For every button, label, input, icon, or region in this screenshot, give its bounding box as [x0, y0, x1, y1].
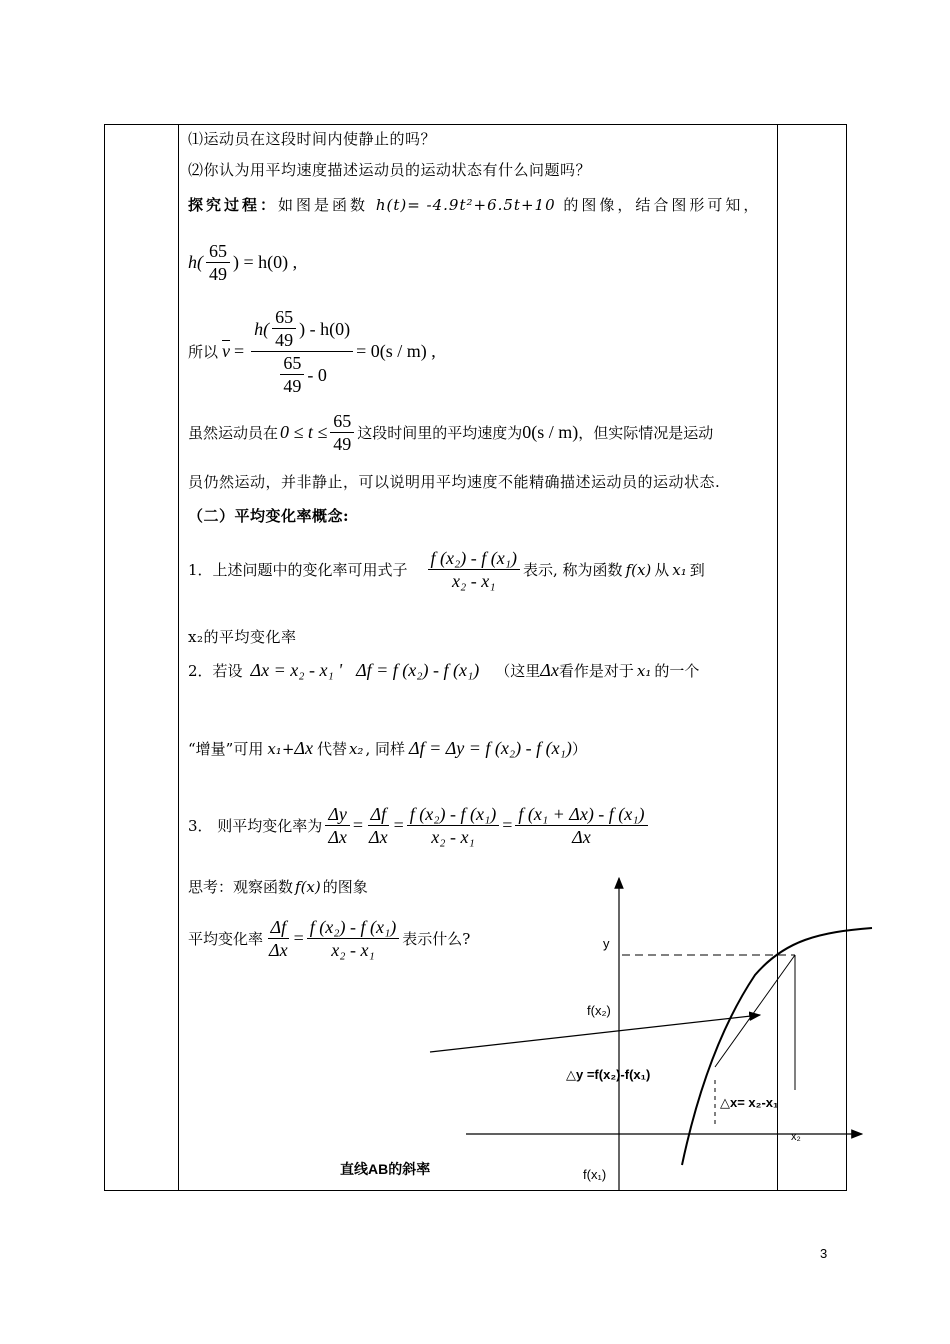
item2-dx3: Δx	[294, 738, 313, 758]
arrow-line	[430, 1015, 760, 1052]
think-fx: f(x)	[295, 877, 321, 896]
figure-caption: 直线AB的斜率	[340, 1161, 431, 1177]
item2-text-b: （这里	[495, 662, 541, 680]
eq2-prefix: 所以	[188, 345, 219, 361]
eq2-den-frac-num: 65	[280, 352, 304, 375]
item2-text-d: 的一个	[654, 662, 700, 680]
think-f2-num: f (x₂) - f (x₁)	[307, 916, 399, 939]
item2-df: Δf = f (x₂) - f (x₁)	[356, 660, 480, 680]
think-line2-b: 表示什么?	[402, 930, 471, 948]
item3-f1-num: Δy	[325, 803, 350, 826]
item1-text-a: 1．上述问题中的变化率可用式子	[188, 561, 408, 579]
think-text-a: 思考：观察函数	[188, 878, 294, 896]
figure-x2-label: x₂	[791, 1131, 801, 1143]
item1-fx: f(x)	[625, 560, 652, 579]
item2-line2-b: 代替	[316, 740, 347, 758]
item1-text-c: 从	[654, 561, 670, 579]
explore-text-pre: 如图是函数	[278, 196, 369, 214]
figure-dx-label: △x= x₂-x₁	[720, 1095, 779, 1110]
eq2-eq: =	[234, 341, 245, 361]
think-f2-den: x₂ - x₁	[331, 940, 375, 960]
page-number: 3	[820, 1246, 828, 1261]
eq2-rhs: = 0(s / m) ,	[356, 341, 436, 361]
item2-dx2: Δx	[540, 660, 559, 680]
item2-text-c: 看作是对于	[558, 662, 634, 680]
figure-y-label: y	[603, 936, 610, 951]
eq2-den-rest: - 0	[307, 364, 327, 385]
item2-line2-c: , 同样	[365, 740, 405, 758]
item3-f2-num: Δf	[368, 803, 390, 826]
think-text-b: 的图象	[322, 878, 368, 896]
figure-fx1-label: f(x₁)	[583, 1167, 607, 1182]
para-frac-den: 49	[333, 434, 352, 454]
explore-text-post: 的图像，结合图形可知，	[563, 196, 762, 214]
explore-function: h(t)= -4.9t²+6.5t+10	[375, 196, 556, 214]
think-f1-den: Δx	[269, 940, 288, 960]
eq1-rhs: ) = h(0) ,	[233, 252, 298, 272]
para-inequality: 0 ≤ t ≤	[280, 422, 328, 442]
item1-x1: x₁	[672, 560, 687, 579]
item3-text-a: 3． 则平均变化率为	[188, 817, 323, 835]
item-3-line: 3． 则平均变化率为 $\frac{\Delta y}{\Delta x}$ = $\frac{\Delta f}{\Delta x}$ = $\frac{\text{f (x₂) - f (x₁)}}{\text{x₂ - x₁}}$ = $\frac{\text{f (x₁ + Δx) - f (x₁)}}{\Delta x}$	[188, 803, 651, 848]
think-line-2: 平均变化率 $\frac{\Delta f}{\Delta x}$ = $\frac{\text{f (x₂) - f (x₁)}}{\text{x₂ - x₁}}$ 表示什么?	[188, 917, 471, 960]
item3-f4-den: Δx	[572, 827, 591, 847]
item1-den: x₂ - x₁	[452, 571, 496, 591]
explore-label: 探究过程：	[188, 196, 279, 214]
item3-f1-den: Δx	[328, 827, 347, 847]
item3-f3-den: x₂ - x₁	[431, 827, 475, 847]
eq2-num-h: h(	[254, 318, 270, 339]
secant-segment	[715, 955, 795, 1067]
item3-f2-den: Δx	[369, 827, 388, 847]
think-f1-num: Δf	[268, 916, 290, 939]
item2-dx: Δx = x₂ - x₁ '	[250, 660, 343, 680]
para-frac-num: 65	[330, 410, 354, 433]
item2-x1plus: x₁+	[267, 739, 295, 758]
section-title-average-rate: （二）平均变化率概念:	[188, 507, 350, 525]
think-line2-a: 平均变化率	[188, 930, 264, 948]
para-text-b: 这段时间里的平均速度为	[357, 424, 523, 442]
item3-f4-num: f (x₁ + Δx) - f (x₁)	[515, 803, 647, 826]
function-curve	[682, 928, 872, 1165]
para-text-a: 虽然运动员在	[188, 424, 279, 442]
eq1-h: h(	[188, 252, 203, 272]
item2-close: ）	[571, 740, 587, 758]
eq2-num-frac-den: 49	[275, 330, 294, 350]
item2-df2: Δf = Δy = f (x₂) - f (x₁)	[409, 738, 572, 758]
item1-num: f (x₂) - f (x₁)	[428, 547, 520, 570]
paragraph-line-2: 员仍然运动，并非静止，可以说明用平均速度不能精确描述运动员的运动状态.	[188, 473, 721, 491]
item2-x1: x₁	[636, 661, 652, 680]
item2-line2-a: “增量”可用	[188, 740, 264, 758]
eq2-v: $\overline{v}$	[222, 341, 231, 361]
para-speed: 0(s / m)	[522, 422, 579, 442]
eq1-num: 65	[206, 240, 230, 263]
item1-text-b: 表示, 称为函数	[523, 561, 623, 579]
item3-f3-num: f (x₂) - f (x₁)	[407, 803, 499, 826]
eq1-den: 49	[209, 264, 227, 284]
item2-x2: x₂	[348, 739, 364, 758]
eq2-den-frac-den: 49	[283, 376, 302, 396]
item2-text-a: 2．若设	[188, 662, 243, 680]
question-2: ⑵你认为用平均速度描述运动员的运动状态有什么问题吗？	[188, 161, 592, 179]
para-text-c: ，但实际情况是运动	[578, 424, 714, 442]
eq2-num-frac-num: 65	[272, 306, 296, 329]
figure-fx2-label: f(x₂)	[587, 1003, 611, 1018]
question-1: ⑴运动员在这段时间内使静止的吗？	[188, 130, 437, 148]
item1-text-d: 到	[689, 561, 705, 579]
figure-dy-label: △y =f(x₂)-f(x₁)	[566, 1067, 651, 1082]
eq2-num-rest: ) - h(0)	[299, 318, 351, 339]
item-1-line-2: x₂的平均变化率	[188, 628, 297, 646]
